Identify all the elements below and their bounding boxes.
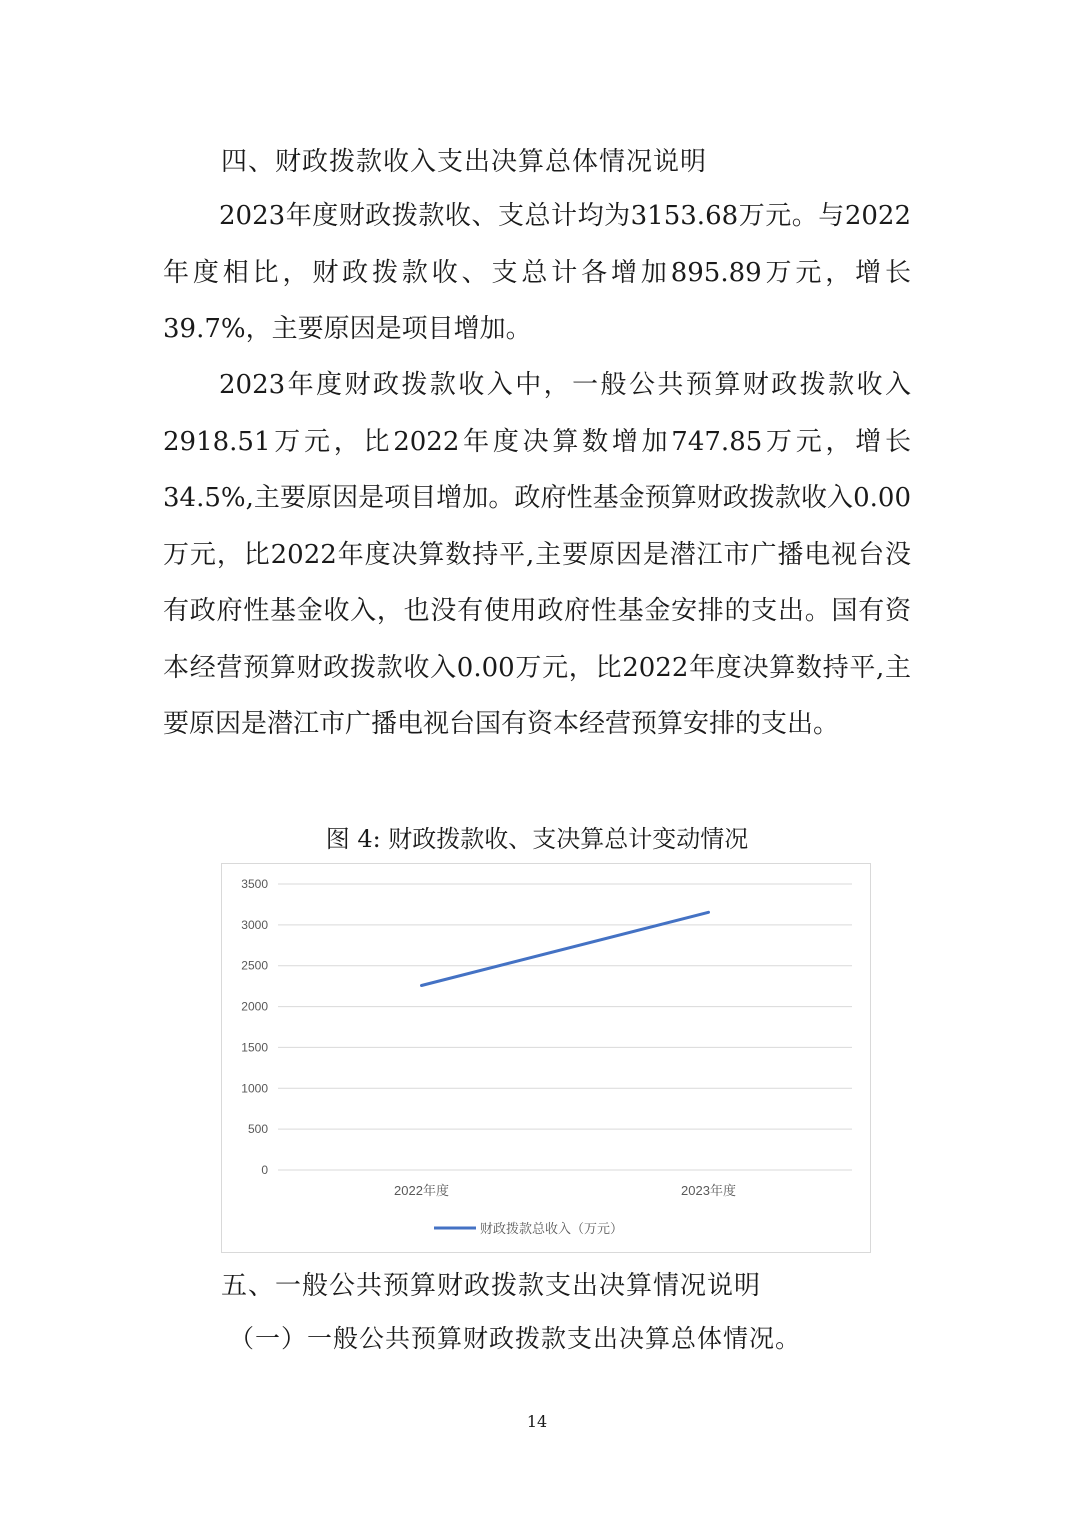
section-4-paragraph-2: 2023年度财政拨款收入中，一般公共预算财政拨款收入2918.51万元，比2022年度决算数增加747.85万元，增长34.5%,主要原因是项目增加。政府性基金预算财政拨款收入0.00万元，比2022年度决算数持平,主要原因是潜江市广播电视台没有政府性基金收入，也没有使用政府性基金安排的支出。国有资本经营预算财政拨款收入0.00万元，比2022年度决算数持平,主要原因是潜江市广播电视台国有资本经营预算安排的支出。 — [163, 370, 911, 739]
page-number: 14 — [526, 1412, 548, 1431]
y-tick-label: 2500 — [241, 958, 268, 973]
section-4-heading: 四、财政拨款收入支出决算总体情况说明 — [221, 147, 708, 177]
section-5-subheading: （一）一般公共预算财政拨款支出决算总体情况。 — [229, 1324, 802, 1353]
y-tick-label: 500 — [247, 1122, 268, 1137]
section-4-paragraph-1: 2023年度财政拨款收、支总计均为3153.68万元。与2022年度相比，财政拨款收、支总计各增加895.89万元，增长39.7%，主要原因是项目增加。 — [163, 201, 911, 344]
figure-caption: 图 4: 财政拨款收、支决算总计变动情况 — [325, 825, 749, 853]
y-tick-label: 0 — [261, 1163, 268, 1177]
series-line — [422, 912, 709, 985]
y-tick-label: 3500 — [241, 877, 268, 891]
line-chart — [221, 863, 871, 1253]
x-tick-label: 2022年度 — [394, 1183, 449, 1198]
chart-canvas — [222, 864, 870, 1252]
section-5-heading: 五、一般公共预算财政拨款支出决算情况说明 — [221, 1271, 762, 1301]
x-tick-label: 2023年度 — [681, 1183, 736, 1198]
legend-label: 财政拨款总收入（万元） — [480, 1221, 624, 1236]
y-tick-label: 1500 — [241, 1040, 268, 1055]
y-tick-label: 2000 — [241, 999, 268, 1014]
y-tick-label: 1000 — [241, 1081, 268, 1096]
y-tick-label: 3000 — [241, 917, 268, 932]
